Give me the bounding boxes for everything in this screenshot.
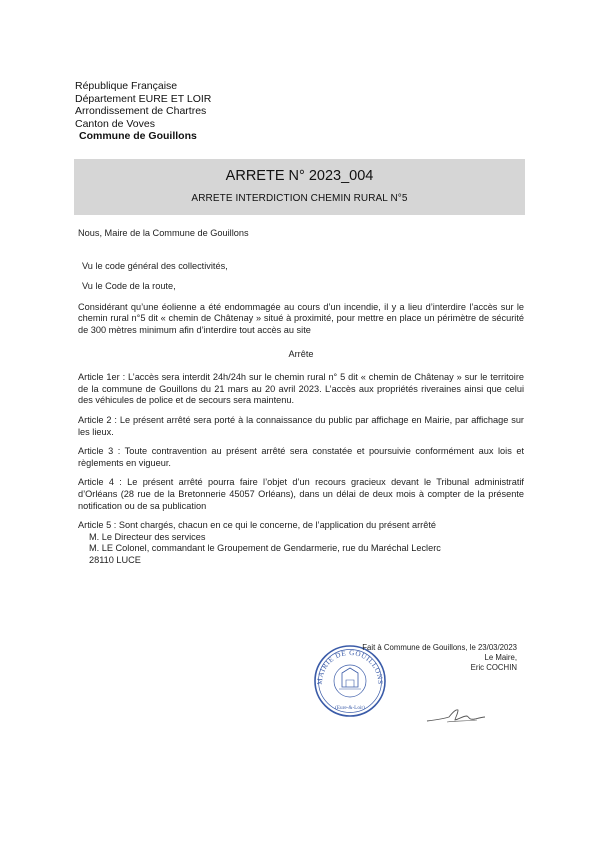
department-line: Département EURE ET LOIR [75,92,212,105]
article-1: Article 1er : L’accès sera interdit 24h/24h sur le chemin rural n° 5 dit « chemin de Châtenay » sur le territoire de la commune de Gouillons du 21 mars au 20 avril 2023. L’accès aux propriétés riveraines ainsi que celui des véhicules de police et de secours sera maintenu. [78,372,524,406]
canton-line: Canton de Voves [75,117,155,130]
republic-line: République Française [75,80,178,92]
vu-line-1: Vu le code général des collectivités, [82,260,228,271]
decree-number: ARRETE N° 2023_004 [225,168,374,184]
signature-name: Eric COCHIN [470,663,517,672]
signature-block [315,643,517,673]
signature-role: Le Maire, [484,653,517,662]
stamp-subtext: (Eure-&-Loir) [335,705,365,711]
charge-director: M. Le Directeur des services [89,531,206,542]
intro-line: Nous, Maire de la Commune de Gouillons [78,228,249,238]
considerant-paragraph: Considérant qu’une éolienne a été endommagée au cours d’un incendie, il y a lieu d’interdire l’accès sur le chemin rural n°5 dit « chemin de Châtenay » situé à proximité, pour mettre en place un périmètre de sécurité de 300 mètres minimum afin d’interdire tout accès au site [78,301,524,335]
charge-colonel-address: 28110 LUCE [89,554,141,565]
decree-subject: ARRETE INTERDICTION CHEMIN RURAL N°5 [191,193,408,204]
commune-line: Commune de Gouillons [79,130,197,143]
article-2: Article 2 : Le présent arrêté sera porté à la connaissance du public par affichage en Mairie, par affichage sur les lieux. [78,414,524,437]
decree-body [78,228,524,566]
vu-line-2: Vu le Code de la route, [82,281,176,292]
handwritten-signature-icon [425,706,487,726]
article-4: Article 4 : Le présent arrêté pourra faire l’objet d’un recours gracieux devant le Tribunal administratif d’Orléans (28 rue de la Bretonnerie 45057 Orléans), dans un délai de deux mois à compter de la présente notification ou de sa publication [78,477,524,511]
letterhead [75,80,211,143]
signature-place-date: Fait à Commune de Gouillons, le 23/03/2023 [362,643,517,652]
charge-colonel: M. LE Colonel, commandant le Groupement de Gendarmerie, rue du Maréchal Leclerc [89,543,441,554]
stamp-text: MAIRIE DE GOUILLONS [315,648,385,685]
arrondissement-line: Arrondissement de Chartres [75,105,207,118]
article-5: Article 5 : Sont chargés, chacun en ce qui le concerne, de l’application du présent arrêté [78,520,437,531]
article-3: Article 3 : Toute contravention au présent arrêté sera constatée et poursuivie conformément aux lois et règlements en vigueur. [78,446,524,468]
title-banner [74,159,525,215]
arrete-heading: Arrête [288,348,314,359]
